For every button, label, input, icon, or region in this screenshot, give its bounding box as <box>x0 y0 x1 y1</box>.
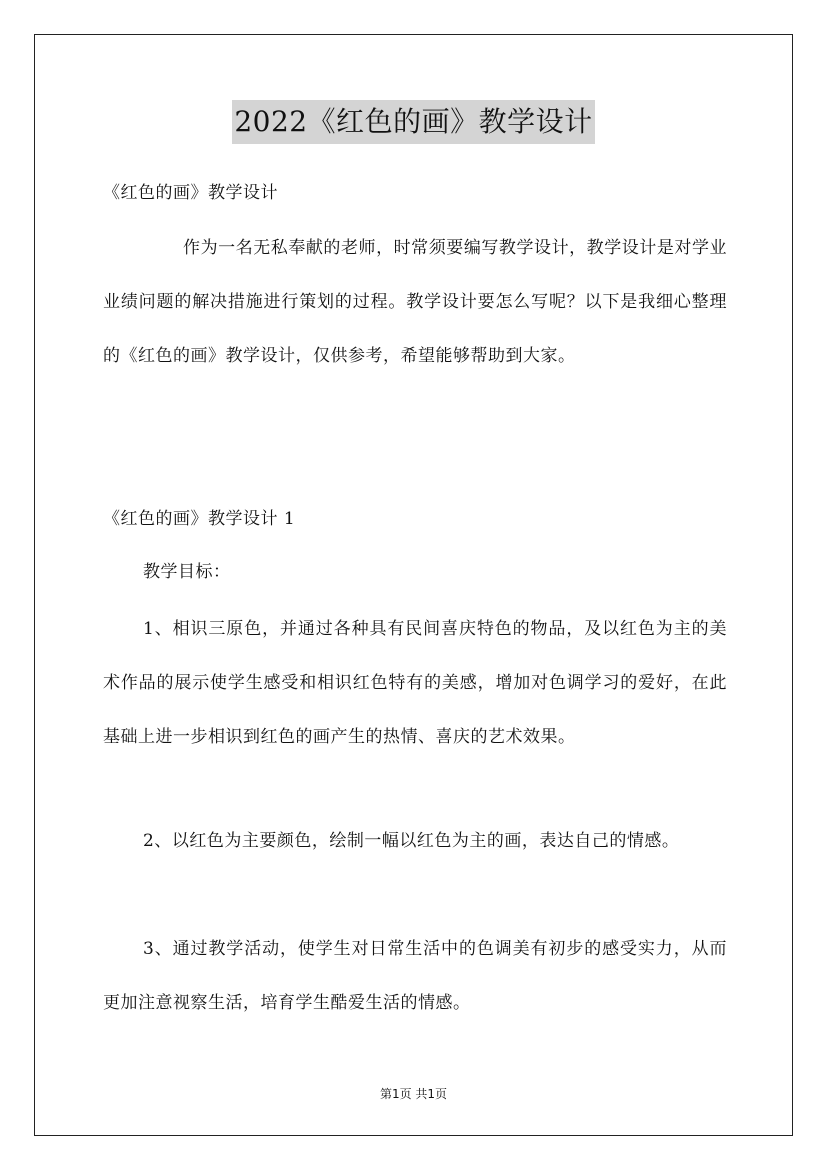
intro-text: 作为一名无私奉献的老师，时常须要编写教学设计，教学设计是对学业业绩问题的解决措施进行策划的过程。教学设计要怎么写呢？以下是我细心整理的《红色的画》教学设计，仅供参考，希望能够帮助到大家。 <box>103 238 727 366</box>
objective-item-1: 1、相识三原色，并通过各种具有民间喜庆特色的物品，及以红色为主的美术作品的展示使学生感受和相识红色特有的美感，增加对色调学习的爱好，在此基础上进一步相识到红色的画产生的热情、喜庆的艺术效果。 <box>103 619 727 747</box>
document-subtitle: 《红色的画》教学设计 <box>103 183 278 203</box>
objectives-label: 教学目标： <box>143 562 231 582</box>
section-heading: 《红色的画》教学设计 1 <box>103 509 296 529</box>
document-title: 2022《红色的画》教学设计 <box>232 100 594 144</box>
page-footer: 第1页 共1页 <box>379 1087 448 1101</box>
intro-paragraph <box>103 221 727 383</box>
objective-item-2: 2、以红色为主要颜色，绘制一幅以红色为主的画，表达自己的情感。 <box>143 831 680 851</box>
document-title-container <box>0 100 827 144</box>
objective-item-3: 3、通过教学活动，使学生对日常生活中的色调美有初步的感受实力，从而更加注意视察生活，培育学生酷爱生活的情感。 <box>103 939 727 1013</box>
